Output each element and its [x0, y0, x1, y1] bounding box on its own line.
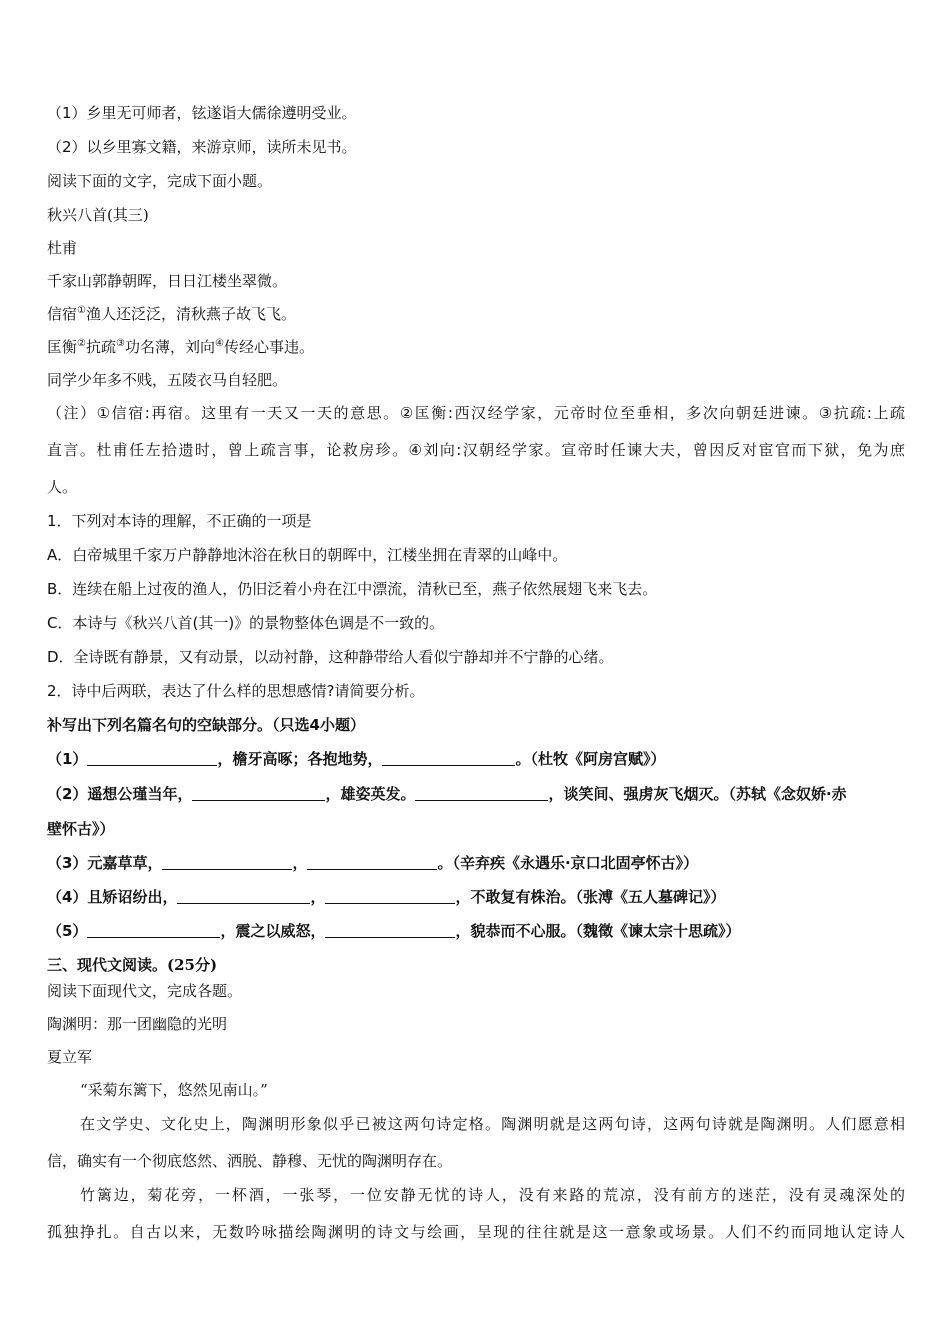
fill-text: ，貌恭而不心服。（魏徵《谏太宗十思疏》）: [455, 922, 741, 940]
question-1-stem: 1．下列对本诗的理解，不正确的一项是: [47, 512, 312, 530]
poem-note-line-1: （注）①信宿:再宿。这里有一天又一天的意思。②匡衡:西汉经学家，元帝时位至垂相，多次向朝廷进谏。③抗疏:上疏: [47, 404, 905, 422]
modern-instruction: 阅读下面现代文，完成各题。: [47, 982, 243, 1000]
fill-text: （5）: [47, 922, 88, 940]
blank-3-2[interactable]: [307, 855, 437, 870]
blank-1-2[interactable]: [382, 751, 515, 766]
fill-item-1: [47, 749, 665, 769]
fill-text: ，震之以威怒，: [220, 922, 326, 940]
fill-text: 。（辛弃疾《永遇乐·京口北固亭怀古》）: [437, 854, 699, 872]
option-d: D．全诗既有静景，又有动景，以动衬静，这种静带给人看似宁静却并不宁静的心绪。: [47, 648, 614, 666]
fill-heading: 补写出下列名篇名句的空缺部分。（只选4小题）: [47, 716, 365, 734]
fill-item-4: [47, 887, 725, 907]
blank-2-2[interactable]: [415, 786, 548, 801]
blank-4-1[interactable]: [177, 889, 310, 904]
poem-title: 秋兴八首(其三): [47, 206, 149, 224]
note-mark-3: ③: [116, 338, 125, 349]
fill-text: ，雄姿英发。: [325, 785, 416, 803]
poem-line-2-part: 渔人还泛泛，清秋燕子故飞飞。: [85, 305, 296, 323]
poem-note-line-2: 直言。杜甫任左拾遗时，曾上疏言事，论救房珍。④刘向:汉朝经学家。宣帝时任谏大夫，曾因反对宦官而下狱，免为庶: [47, 441, 905, 459]
poem-line-3-part: 功名薄，刘向: [124, 338, 215, 356]
option-a: A．白帝城里千家万户静静地沐浴在秋日的朝晖中，江楼坐拥在青翠的山峰中。: [47, 546, 568, 564]
poem-line-3-part: 传经心事违。: [223, 338, 314, 356]
blank-5-1[interactable]: [87, 923, 220, 938]
poem-line-2-part: 信宿: [47, 305, 78, 323]
poem-note-line-3: 人。: [47, 478, 78, 496]
paragraph-1-line-1: 在文学史、文化史上，陶渊明形象似乎已被这两句诗定格。陶渊明就是这两句诗，这两句诗就是陶渊明。人们愿意相: [80, 1115, 905, 1133]
fill-text: （3）元嘉草草，: [47, 854, 163, 872]
note-mark-2: ②: [77, 338, 86, 349]
blank-2-1[interactable]: [192, 786, 325, 801]
paragraph-2-line-2: 孤独挣扎。自古以来，无数吟咏描绘陶渊明的诗文与绘画，呈现的往往就是这一意象或场景。人们不约而同地认定诗人: [47, 1223, 905, 1241]
blank-5-2[interactable]: [325, 923, 455, 938]
poem-line-3: [47, 337, 314, 357]
note-mark-4: ④: [214, 338, 224, 349]
fill-text: ，不敢复有株治。（张溥《五人墓碑记》）: [455, 888, 726, 906]
article-author: 夏立军: [47, 1048, 93, 1066]
translation-q2: （2）以乡里寡文籍，来游京师，读所未见书。: [47, 138, 357, 156]
poem-instruction: 阅读下面的文字，完成下面小题。: [47, 172, 273, 190]
fill-text: （4）且矫诏纷出，: [47, 888, 178, 906]
paragraph-2-line-1: 竹篱边，菊花旁，一杯酒，一张琴，一位安静无忧的诗人，没有来路的荒凉，没有前方的迷茫，没有灵魂深处的: [80, 1186, 905, 1204]
blank-4-2[interactable]: [325, 889, 455, 904]
fill-item-3: [47, 853, 698, 873]
section-heading: 三、现代文阅读。(25分): [47, 956, 218, 974]
fill-text: （1）: [47, 750, 88, 768]
translation-q1: （1）乡里无可师者，铉遂诣大儒徐遵明受业。: [47, 104, 357, 122]
fill-text: （2）遥想公瑾当年，: [47, 785, 193, 803]
fill-item-2-cont: 壁怀古》）: [47, 820, 115, 838]
article-title: 陶渊明：那一团幽隐的光明: [47, 1015, 228, 1033]
question-2-stem: 2．诗中后两联，表达了什么样的思想感情?请简要分析。: [47, 682, 425, 700]
paragraph-1-line-2: 信，确实有一个彻底悠然、洒脱、静穆、无忧的陶渊明存在。: [47, 1152, 453, 1170]
note-mark-1: ①: [77, 305, 86, 316]
fill-text: ，: [292, 854, 308, 872]
poem-line-4: 同学少年多不贱，五陵衣马自轻肥。: [47, 371, 288, 389]
poem-line-2: [47, 304, 296, 324]
poem-line-3-part: 抗疏: [85, 338, 116, 356]
fill-item-2: [47, 784, 847, 804]
poem-author: 杜甫: [47, 239, 78, 257]
fill-text: 。（杜牧《阿房宫赋》）: [515, 750, 666, 768]
fill-text: ，檐牙高啄；各抱地势，: [217, 750, 383, 768]
blank-1-1[interactable]: [87, 751, 217, 766]
blank-3-1[interactable]: [162, 855, 292, 870]
fill-text: ，: [310, 888, 326, 906]
poem-line-1: 千家山郭静朝晖，日日江楼坐翠微。: [47, 272, 288, 290]
article-quote: “采菊东篱下，悠然见南山。”: [80, 1081, 268, 1099]
fill-text: ，谈笑间、强虏灰飞烟灭。（苏轼《念奴娇·赤: [548, 785, 847, 803]
poem-line-3-part: 匡衡: [47, 338, 78, 356]
option-b: B．连续在船上过夜的渔人，仍旧泛着小舟在江中漂流，清秋已至，燕子依然展翅飞来飞去。: [47, 580, 658, 598]
fill-item-5: [47, 921, 740, 941]
option-c: C．本诗与《秋兴八首(其一)》的景物整体色调是不一致的。: [47, 614, 445, 632]
